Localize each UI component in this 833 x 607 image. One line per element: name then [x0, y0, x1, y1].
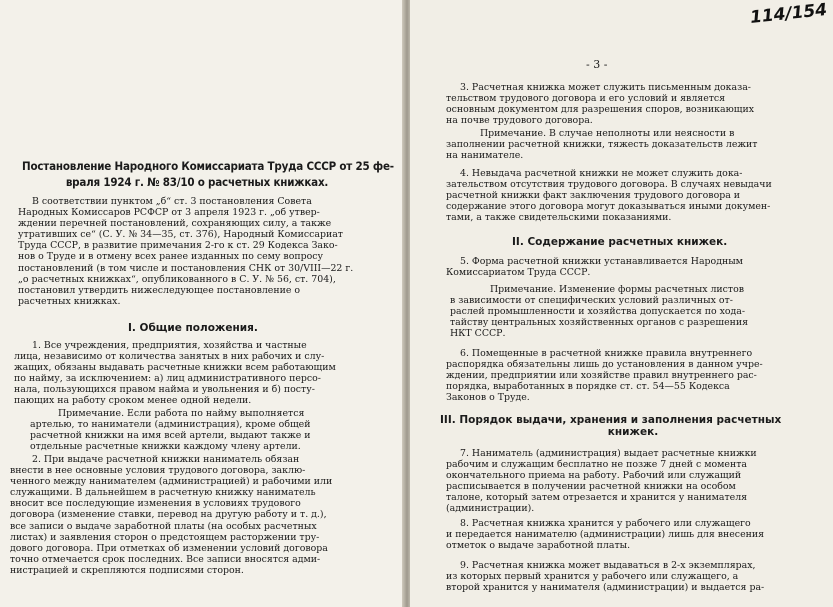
text-line: отметок о выдаче заработной платы. [446, 540, 631, 552]
text-line: утративших се“ (С. У. № 34—35, ст. 376), Народный Комиссариат [18, 229, 343, 241]
text-line: жащих, обязаны выдавать расчетные книжки всем работающим [14, 362, 336, 374]
text-line: Труда СССР, в развитие примечания 2-го к ст. 29 Кодекса Зако- [18, 240, 338, 252]
text-line: талоне, который затем отрезается и хранится у нанимателя [446, 492, 748, 504]
right-page [410, 0, 833, 607]
text-line: 8. Расчетная книжка хранится у рабочего или служащего [460, 518, 751, 529]
text-line: содержание этого договора могут доказываться иными докумен- [446, 201, 771, 213]
text-line: нала, пользующихся правом найма и увольнения и б) посту- [14, 384, 315, 396]
text-line: вносит все последующие изменения в условиях трудового [10, 498, 301, 510]
text-line: книжек. [607, 426, 659, 438]
text-line: нов о Труде и в отмену всех ранее изданных по сему вопросу [18, 251, 323, 263]
paragraph-4 [446, 168, 826, 223]
text-line: 7. Наниматель (администрация) выдает расчетные книжки [460, 448, 757, 459]
text-line: 9. Расчетная книжка может выдаваться в 2-х экземплярах, [460, 560, 756, 571]
text-line: отдельные расчетные книжки каждому члену артели. [30, 441, 301, 453]
text-line: Комиссариатом Труда СССР. [446, 267, 591, 279]
text-line: тами, а также свидетельскими показаниями. [446, 212, 672, 224]
text-line: рабочим и служащим бесплатно не позже 7 дней с момента [446, 459, 748, 471]
text-line: ждении, предприятии или хозяйстве правил внутреннего рас- [446, 370, 757, 382]
note-5 [450, 284, 826, 339]
paragraph-7 [446, 448, 826, 515]
left-page [0, 0, 404, 607]
page-number: - 3 - [586, 58, 608, 71]
note-1 [30, 408, 390, 452]
text-line: по найму, за исключением: а) лиц административного персо- [14, 373, 321, 385]
text-line: Примечание. Изменение формы расчетных листов [490, 284, 745, 295]
text-line: основным документом для разрешения споров, возникающих [446, 104, 754, 116]
text-line: Примечание. Если работа по найму выполняется [58, 408, 305, 419]
text-line: 3. Расчетная книжка может служить письменным доказа- [460, 82, 751, 93]
text-line: тайству центральных хозяйственных органов с разрешения [450, 317, 749, 329]
section-1-heading: I. Общие положения. [128, 322, 258, 334]
text-line: артелью, то наниматели (администрация), кроме общей [30, 419, 311, 431]
text-line: расписывается в получении расчетной книжки на особом [446, 481, 736, 493]
text-line: 4. Невыдача расчетной книжки не может служить дока- [460, 168, 743, 179]
text-line: все записи о выдаче заработной платы (на особых расчетных [10, 520, 317, 532]
text-line: тельством трудового договора и его условий и является [446, 93, 726, 105]
document-title [22, 158, 394, 190]
paragraph-1 [14, 340, 392, 407]
text-line: расчетных книжках. [18, 295, 121, 307]
text-line: на нанимателе. [446, 150, 524, 162]
text-line: порядка, выработанных в порядке ст. ст. 54—55 Кодекса [446, 381, 730, 393]
text-line: лица, независимо от количества занятых в них рабочих и слу- [14, 351, 325, 363]
text-line: 5. Форма расчетной книжки устанавливается Народным [460, 256, 743, 267]
text-line: Законов о Труде. [446, 392, 530, 404]
text-line: дового договора. При отметках об изменении условий договора [10, 542, 328, 554]
text-line: второй хранится у нанимателя (администрации) и выдается ра- [446, 582, 765, 594]
text-line: расчетной книжки факт заключения трудового договора и [446, 190, 741, 202]
text-line: ждении перечней постановлений, сохраняющих силу, а также [18, 218, 332, 230]
text-line: Народных Комиссаров РСФСР от 3 апреля 1923 г. „об утвер- [18, 207, 320, 219]
text-line: и передается нанимателю (администрации) лишь для внесения [446, 529, 765, 541]
text-line: 1. Все учреждения, предприятия, хозяйства и частные [32, 340, 307, 351]
text-line: окончательного приема на работу. Рабочий или служащий [446, 470, 742, 482]
text-line: Примечание. В случае неполноты или неясности в [480, 128, 735, 139]
text-line: пающих на работу сроком менее одной недели. [14, 395, 252, 407]
text-line: „о расчетных книжках“, опубликованного в С. У. № 56, ст. 704), [18, 273, 336, 285]
text-line: (администрации). [446, 503, 535, 515]
archive-mark: 114/154 [748, 0, 828, 28]
text-line: расчетной книжки на имя всей артели, выдают также и [30, 430, 311, 442]
text-line: III. Порядок выдачи, хранения и заполнения расчетных [440, 414, 782, 426]
text-line: В соответствии пунктом „б“ ст. 3 постановления Совета [32, 196, 312, 207]
text-line: служащими. В дальнейшем в расчетную книжку наниматель [10, 487, 316, 499]
paragraph-5 [446, 256, 826, 278]
text-line: внести в нее основные условия трудового договора, заклю- [10, 465, 306, 477]
text-line: 2. При выдаче расчетной книжки наниматель обязан [32, 454, 300, 465]
text-line: точно отмечается срок последних. Все записи вносятся адми- [10, 553, 321, 565]
text-line: на почве трудового договора. [446, 115, 593, 127]
text-line: НКТ СССР. [450, 328, 506, 340]
text-line: ченного между нанимателем (администрацией) и рабочими или [10, 476, 333, 488]
text-line: постановил утвердить нижеследующее постановление о [18, 284, 301, 296]
text-line: распорядка обязательны лишь до установления в данном учре- [446, 359, 763, 371]
text-line: листах) и заявления сторон о предстоящем расторжении тру- [10, 531, 320, 543]
text-line: зательством отсутствия трудового договора. В случаях невыдачи [446, 179, 772, 191]
paragraph-2 [10, 454, 394, 576]
section-2-heading: II. Содержание расчетных книжек. [512, 236, 728, 248]
text-line: раслей промышленности и хозяйства допускается по хода- [450, 306, 746, 318]
section-3-heading [440, 414, 826, 438]
paragraph-9 [446, 560, 826, 593]
text-line: 6. Помещенные в расчетной книжке правила внутреннего [460, 348, 753, 359]
paragraph-6 [446, 348, 826, 403]
paragraph-3 [446, 82, 826, 126]
text-line: в зависимости от специфических условий различных от- [450, 295, 733, 307]
note-3 [446, 128, 826, 161]
text-line: договора (изменение ставки, перевод на другую работу и т. д.), [10, 509, 327, 521]
preamble [18, 196, 390, 307]
text-line: из которых первый хранится у рабочего или служащего, а [446, 571, 739, 583]
text-line: заполнении расчетной книжки, тяжесть доказательств лежит [446, 139, 758, 151]
text-line: нистрацией и скрепляются подписями сторон. [10, 564, 244, 576]
title-line-1: Постановление Народного Комиссариата Труда СССР от 25 фе- [22, 159, 394, 173]
paragraph-8 [446, 518, 826, 551]
title-line-2: враля 1924 г. № 83/10 о расчетных книжках. [65, 175, 329, 189]
text-line: постановлений (в том числе и постановления СНК от 30/VIII—22 г. [18, 262, 354, 274]
